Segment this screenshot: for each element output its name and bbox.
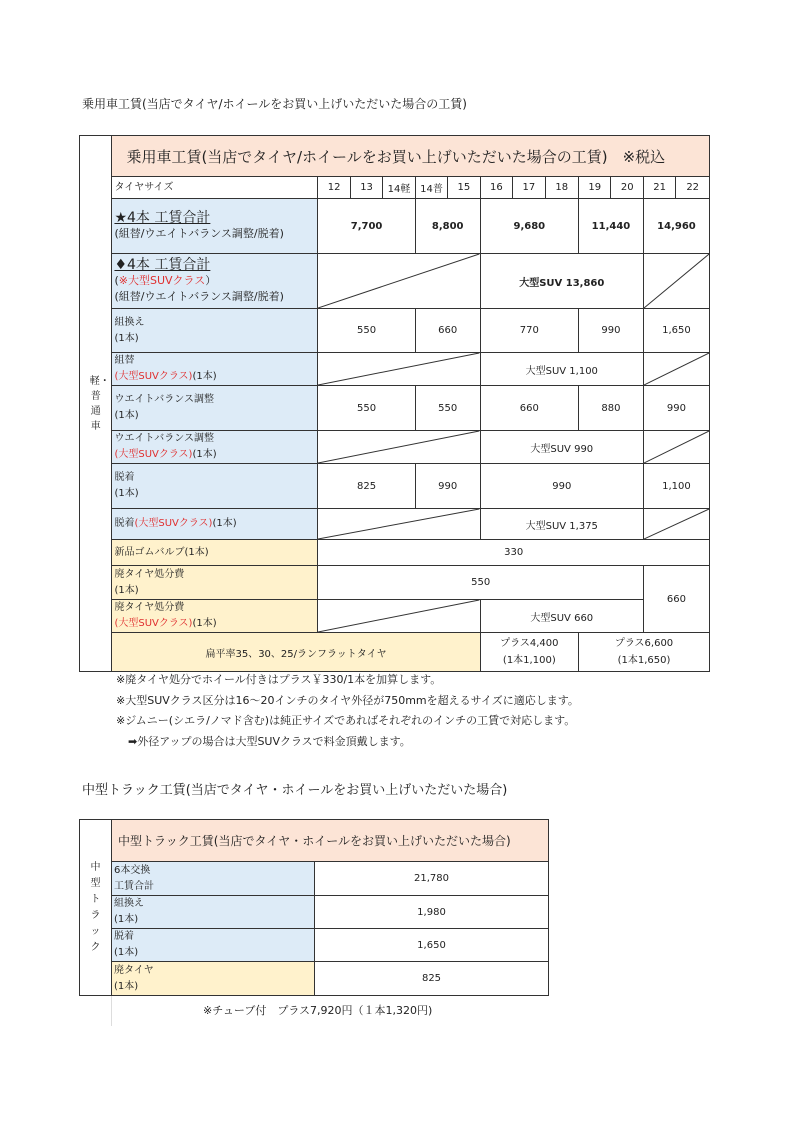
car-note: ※大型SUVクラス区分は16～20インチのタイヤ外径が750mmを超えるサイズに適応します。 [116, 694, 579, 707]
flat-label: 扁平率35、30、25/ランフラットタイヤ [112, 633, 480, 672]
kumikae-suv-red: (大型SUVクラス) [114, 371, 193, 382]
wb-suv-unit: (1本) [192, 449, 217, 460]
haiki-label [112, 566, 318, 600]
total4-label [112, 199, 318, 254]
wb-label [112, 386, 318, 431]
truck-row-label-1: 組換え [114, 898, 144, 909]
truck-row-value: 1,650 [315, 929, 549, 962]
dc-suv-label [112, 509, 318, 540]
truck-row-label-2: (1本) [114, 980, 139, 992]
na-cell [643, 353, 709, 386]
tire-size-label: タイヤサイズ [112, 177, 318, 199]
dc-value: 990 [415, 464, 480, 509]
size-header: 16 [480, 177, 512, 199]
na-cell [318, 254, 480, 309]
kumikae-suv-title: 組替 [114, 355, 135, 366]
na-cell [643, 431, 709, 464]
na-cell [318, 509, 480, 540]
dc-value: 825 [318, 464, 415, 509]
truck-row-label [112, 896, 315, 929]
total4-value: 7,700 [318, 199, 415, 254]
size-header: 17 [513, 177, 545, 199]
haiki-suv-value: 大型SUV 660 [480, 600, 643, 633]
size-header: 14普 [415, 177, 447, 199]
truck-row-value: 1,980 [315, 896, 549, 929]
wb-value: 990 [643, 386, 709, 431]
car-side-label-text: 軽・普通車 [89, 375, 110, 432]
suv4-note-red: ※大型SUVクラス [118, 274, 206, 287]
flat-a-line2: (1本1,100) [502, 655, 556, 666]
wb-value: 550 [415, 386, 480, 431]
valve-label: 新品ゴムバルブ(1本) [112, 540, 318, 566]
wb-value: 660 [480, 386, 578, 431]
wb-suv-label [112, 431, 318, 464]
car-section-heading: 乗用車工賃(当店でタイヤ/ホイールをお買い上げいただいた場合の工賃) [82, 97, 467, 111]
dc-suv-title: 脱着 [114, 518, 135, 529]
kumikae-title: 組換え [114, 316, 145, 328]
suv4-value: 大型SUV 13,860 [480, 254, 643, 309]
truck-row-value: 825 [315, 962, 549, 996]
suv4-note-open: ( [114, 274, 119, 287]
kumikae-label [112, 309, 318, 353]
truck-table-title: 中型トラック工賃(当店でタイヤ・ホイールをお買い上げいただいた場合) [112, 820, 549, 862]
flat-a-value [480, 633, 578, 672]
suv4-title: ♦4本 工賃合計 [114, 257, 211, 273]
total4-value: 14,960 [643, 199, 709, 254]
na-cell [318, 353, 480, 386]
truck-section-heading: 中型トラック工賃(当店でタイヤ・ホイールをお買い上げいただいた場合) [82, 783, 508, 798]
truck-row-label-2: (1本) [114, 914, 139, 925]
dc-suv-value: 大型SUV 1,375 [480, 509, 643, 540]
kumikae-suv-unit: (1本) [192, 371, 217, 382]
kumikae-suv-label [112, 353, 318, 386]
wb-suv-value: 大型SUV 990 [480, 431, 643, 464]
car-side-label [80, 136, 112, 672]
haiki-suv-label [112, 600, 318, 633]
size-header: 14軽 [383, 177, 415, 199]
truck-row-label-1: 廃タイヤ [114, 964, 154, 976]
dc-value: 990 [480, 464, 643, 509]
car-note: ※ジムニー(シエラ/ノマド含む)は純正サイズであればそれぞれのインチの工賃で対応します。 [116, 714, 576, 727]
total4-sub: (組替/ウエイトバランス調整/脱着) [114, 227, 284, 240]
size-header: 18 [545, 177, 578, 199]
wb-value: 550 [318, 386, 415, 431]
divider [111, 996, 112, 1026]
truck-side-label-text: 中型トラック [90, 861, 101, 953]
wb-unit: (1本) [114, 410, 139, 421]
wb-suv-title: ウエイトバランス調整 [114, 433, 214, 444]
car-price-table [79, 135, 710, 672]
na-cell [643, 254, 709, 309]
kumikae-value: 550 [318, 309, 415, 353]
haiki-suv-unit: (1本) [192, 618, 217, 629]
size-header: 19 [579, 177, 611, 199]
total4-value: 9,680 [480, 199, 578, 254]
truck-row-label-2: 工賃合計 [114, 880, 154, 892]
truck-row-label-1: 6本交換 [114, 864, 151, 876]
kumikae-value: 770 [480, 309, 578, 353]
flat-a-line1: プラス4,400 [500, 638, 559, 649]
size-header: 15 [448, 177, 480, 199]
suv4-label [112, 254, 318, 309]
wb-title: ウエイトバランス調整 [114, 394, 214, 405]
size-header: 21 [643, 177, 675, 199]
wb-suv-red: (大型SUVクラス) [114, 449, 193, 460]
suv4-note-close: ） [205, 274, 217, 287]
truck-row-label [112, 862, 315, 896]
kumikae-suv-value: 大型SUV 1,100 [480, 353, 643, 386]
truck-row-value: 21,780 [315, 862, 549, 896]
size-header: 22 [676, 177, 710, 199]
car-note: ➡外径アップの場合は大型SUVクラスで料金頂戴します。 [128, 735, 411, 748]
kumikae-value: 1,650 [643, 309, 709, 353]
flat-b-value [579, 633, 710, 672]
car-note: ※廃タイヤ処分でホイール付きはプラス￥330/1本を加算します。 [116, 673, 442, 686]
car-table-title: 乗用車工賃(当店でタイヤ/ホイールをお買い上げいただいた場合の工賃) ※税込 [112, 136, 710, 177]
na-cell [318, 600, 480, 633]
haiki-title: 廃タイヤ処分費 [114, 568, 185, 580]
haiki-suv-title: 廃タイヤ処分費 [114, 602, 185, 613]
haiki-value: 550 [318, 566, 644, 600]
haiki-suv-red: (大型SUVクラス) [114, 618, 193, 629]
na-cell [318, 431, 480, 464]
dc-suv-unit: (1本) [212, 518, 237, 529]
size-header: 20 [611, 177, 643, 199]
dc-unit: (1本) [114, 488, 139, 499]
truck-note: ※チューブ付 プラス7,920円（１本1,320円) [203, 1004, 433, 1017]
valve-value: 330 [318, 540, 710, 566]
truck-row-label-2: (1本) [114, 947, 139, 958]
na-cell [643, 509, 709, 540]
truck-price-table [79, 819, 549, 996]
dc-label [112, 464, 318, 509]
suv4-sub: (組替/ウエイトバランス調整/脱着) [114, 290, 284, 303]
kumikae-unit: (1本) [114, 332, 139, 344]
truck-row-label-1: 脱着 [114, 931, 134, 942]
haiki-unit: (1本) [114, 584, 139, 596]
kumikae-value: 990 [579, 309, 644, 353]
kumikae-value: 660 [415, 309, 480, 353]
size-header: 13 [350, 177, 382, 199]
truck-side-label [80, 820, 112, 996]
size-header: 12 [318, 177, 350, 199]
flat-b-line1: プラス6,600 [614, 638, 674, 649]
dc-title: 脱着 [114, 472, 135, 483]
flat-b-line2: (1本1,650) [617, 655, 671, 666]
truck-row-label [112, 929, 315, 962]
total4-value: 11,440 [579, 199, 644, 254]
wb-value: 880 [579, 386, 644, 431]
haiki-big-value: 660 [643, 566, 709, 633]
total4-title: ★4本 工賃合計 [114, 210, 211, 226]
total4-value: 8,800 [415, 199, 480, 254]
dc-suv-red: (大型SUVクラス) [134, 518, 213, 529]
truck-row-label [112, 962, 315, 996]
dc-value: 1,100 [643, 464, 709, 509]
